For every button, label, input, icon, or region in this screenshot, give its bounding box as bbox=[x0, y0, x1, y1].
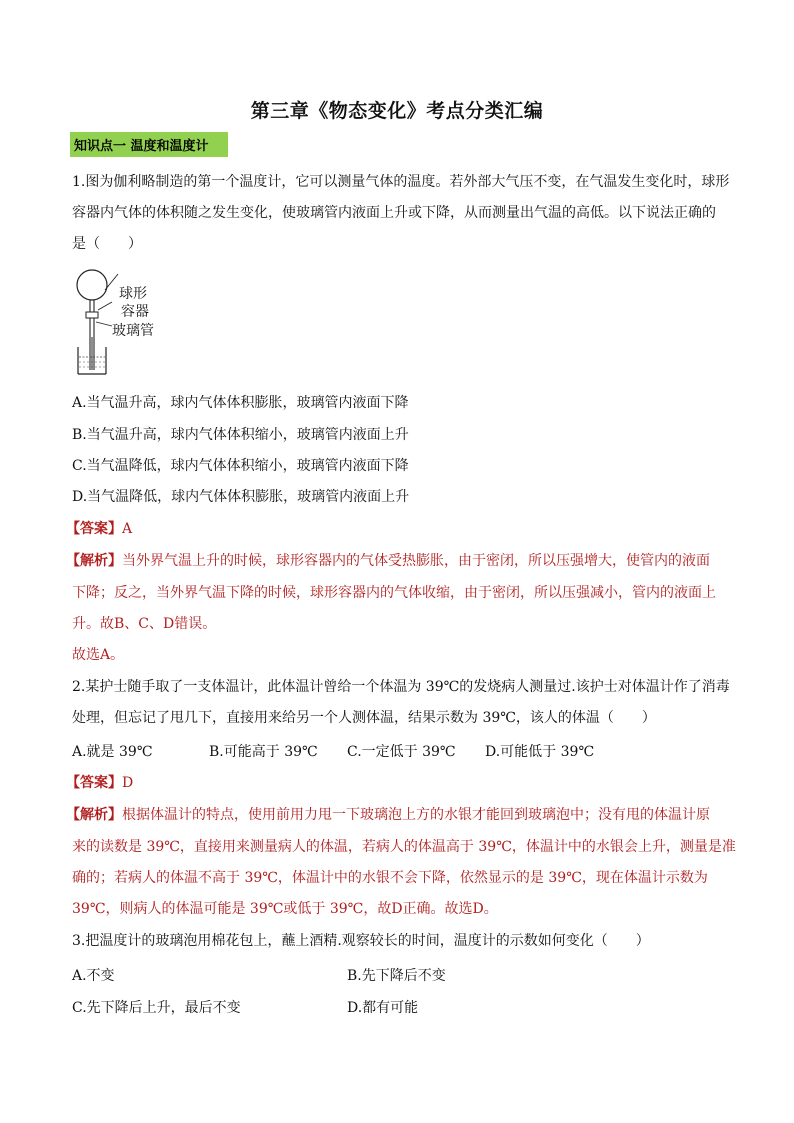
q2-analysis-line: 确的；若病人的体温不高于 39℃，体温计中的水银不会下降，依然显示的是 39℃，现在体温计示数为 bbox=[72, 870, 708, 886]
q1-option-b: B.当气温升高，球内气体体积缩小，玻璃管内液面上升 bbox=[72, 427, 409, 443]
galileo-thermometer-figure bbox=[72, 262, 172, 380]
q1-option-d: D.当气温降低，球内气体体积膨胀，玻璃管内液面上升 bbox=[72, 489, 410, 505]
q1-analysis-line bbox=[66, 551, 710, 571]
analysis-text: 当外界气温上升的时候，球形容器内的气体受热膨胀，由于密闭，所以压强增大，使管内的液面 bbox=[122, 553, 710, 569]
answer-value: A bbox=[122, 521, 133, 537]
q2-analysis-line: 来的读数是 39℃，直接用来测量病人的体温，若病人的体温高于 39℃，体温计中的水银会上升，测量是准 bbox=[72, 839, 736, 855]
q1-answer bbox=[66, 519, 132, 539]
q2-stem-line: 2.某护士随手取了一支体温计，此体温计曾给一个体温为 39℃的发烧病人测量过.该护士对体温计作了消毒 bbox=[72, 679, 730, 695]
q3-option-c: C.先下降后上升，最后不变 bbox=[72, 1000, 241, 1016]
q3-option-d: D.都有可能 bbox=[347, 1000, 419, 1016]
q3-stem-line: 3.把温度计的玻璃泡用棉花包上，蘸上酒精.观察较长的时间，温度计的示数如何变化（ ） bbox=[72, 933, 650, 949]
q1-stem-line: 容器内气体的体积随之发生变化，使玻璃管内液面上升或下降，从而测量出气温的高低。以下说法正确的 bbox=[72, 205, 716, 221]
q1-analysis-line: 下降；反之，当外界气温下降的时候，球形容器内的气体收缩，由于密闭，所以压强减小，管内的液面上 bbox=[72, 585, 716, 601]
q1-option-c: C.当气温降低，球内气体体积缩小，玻璃管内液面下降 bbox=[72, 458, 409, 474]
q2-option-d: D.可能低于 39℃ bbox=[485, 744, 595, 760]
q1-stem-line: 是（ ） bbox=[72, 236, 142, 252]
q2-option-a: A.就是 39℃ bbox=[72, 744, 153, 760]
answer-value: D bbox=[122, 775, 134, 791]
analysis-text: 根据体温计的特点，使用前用力甩一下玻璃泡上方的水银才能回到玻璃泡中；没有甩的体温计原 bbox=[122, 807, 710, 823]
q2-answer bbox=[66, 773, 133, 793]
q2-option-c: C.一定低于 39℃ bbox=[347, 744, 456, 760]
q2-option-b: B.可能高于 39℃ bbox=[209, 744, 318, 760]
answer-label: 【答案】 bbox=[66, 521, 122, 537]
page-title: 第三章《物态变化》考点分类汇编 bbox=[250, 100, 544, 122]
figure-label-tube: 玻璃管 bbox=[112, 323, 154, 339]
q3-option-b: B.先下降后不变 bbox=[347, 968, 446, 984]
figure-label-line: 球形 bbox=[119, 286, 147, 302]
figure-label-line: 容器 bbox=[121, 304, 149, 320]
answer-label: 【答案】 bbox=[66, 775, 122, 791]
q2-analysis-line bbox=[66, 805, 710, 825]
section-tag: 知识点一 温度和温度计 bbox=[70, 132, 228, 157]
q3-option-a: A.不变 bbox=[72, 968, 115, 984]
q1-conclusion: 故选A。 bbox=[72, 647, 125, 663]
analysis-label: 【解析】 bbox=[66, 553, 122, 569]
analysis-label: 【解析】 bbox=[66, 807, 122, 823]
q1-option-a: A.当气温升高，球内气体体积膨胀，玻璃管内液面下降 bbox=[72, 395, 409, 411]
q2-stem-line: 处理，但忘记了甩几下，直接用来给另一个人测体温，结果示数为 39℃，该人的体温（ ） bbox=[72, 710, 656, 726]
q1-analysis-line: 升。故B、C、D错误。 bbox=[72, 616, 217, 632]
q2-analysis-line: 39℃，则病人的体温可能是 39℃或低于 39℃，故D正确。故选D。 bbox=[72, 901, 498, 917]
q1-stem-line: 1.图为伽利略制造的第一个温度计，它可以测量气体的温度。若外部大气压不变，在气温发生变化时，球形 bbox=[72, 174, 730, 190]
figure-label-bulb bbox=[119, 285, 149, 321]
